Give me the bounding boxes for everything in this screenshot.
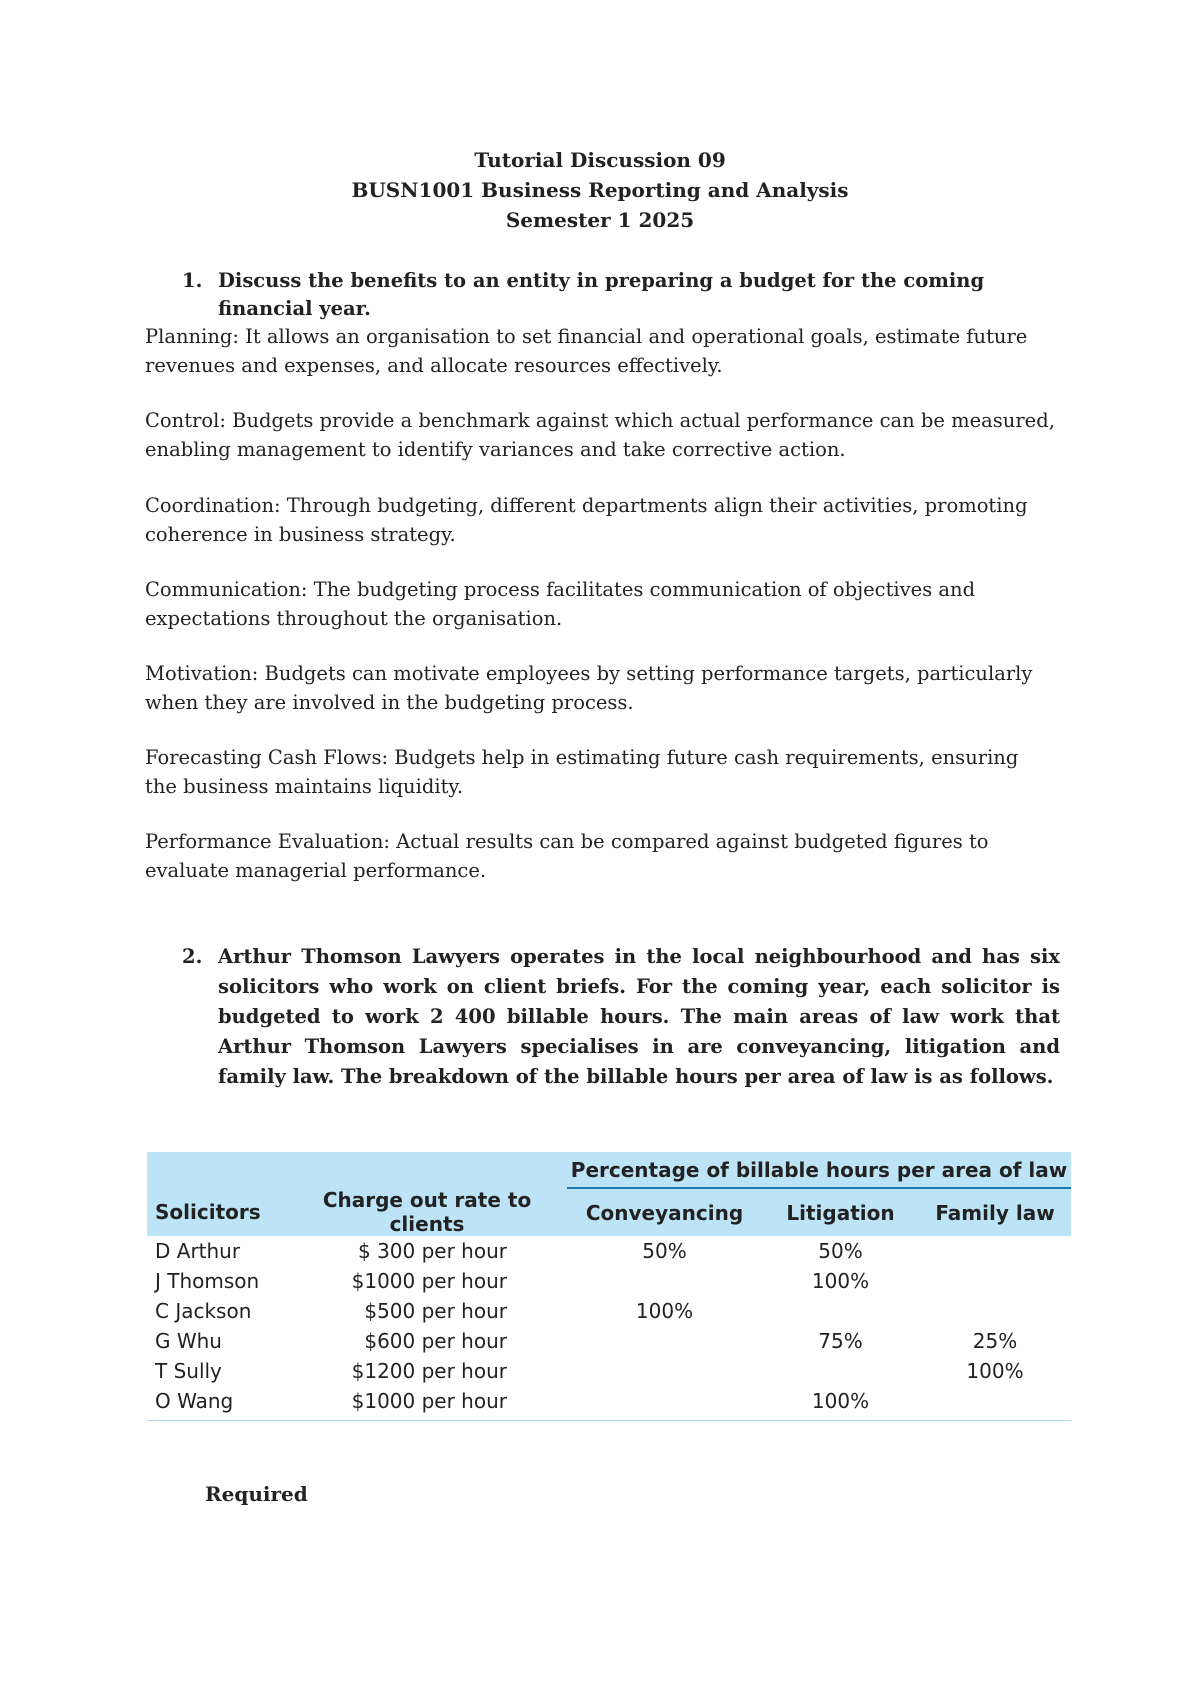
course-title: BUSN1001 Business Reporting and Analysis [351, 178, 849, 202]
required-label: Required [205, 1482, 308, 1506]
question-1-number: 1. [182, 269, 203, 292]
column-header-solicitors: Solicitors [147, 1188, 287, 1236]
table-row [147, 1356, 1071, 1386]
table-group-header-row [147, 1152, 1071, 1188]
cell-litigation [762, 1356, 919, 1386]
question-1-text: Discuss the benefits to an entity in preparing a budget for the coming financial year. [218, 269, 985, 320]
cell-conveyancing [567, 1266, 762, 1296]
tutorial-title: Tutorial Discussion 09 [474, 148, 726, 172]
cell-family-law: 25% [972, 1329, 1018, 1353]
cell-litigation: 50% [818, 1239, 863, 1263]
group-header-blank-solicitors [147, 1152, 287, 1188]
cell-conveyancing [567, 1386, 762, 1421]
column-header-conveyancing: Conveyancing [567, 1188, 762, 1236]
document-header [0, 145, 1200, 235]
cell-solicitor: O Wang [147, 1386, 287, 1421]
cell-rate: $1000 per hour [351, 1269, 507, 1293]
cell-rate: $500 per hour [364, 1299, 507, 1323]
cell-litigation: 100% [762, 1386, 919, 1421]
answer-forecasting-cash-flows: Forecasting Cash Flows: Budgets help in estimating future cash requirements, ensuring the business maintains liquidity. [145, 746, 1019, 798]
cell-litigation: 75% [818, 1329, 863, 1353]
group-header-blank-rate [287, 1152, 567, 1188]
column-header-family-law: Family law [919, 1188, 1071, 1236]
cell-rate: $1200 per hour [351, 1359, 507, 1383]
group-header-percentage: Percentage of billable hours per area of law [567, 1152, 1071, 1188]
cell-litigation [762, 1296, 919, 1326]
billable-hours-table [147, 1152, 1071, 1421]
cell-conveyancing: 50% [642, 1239, 687, 1263]
cell-family-law: 100% [966, 1359, 1024, 1383]
billable-hours-table-wrapper [147, 1152, 1071, 1421]
semester-label: Semester 1 2025 [505, 208, 695, 232]
cell-conveyancing [567, 1356, 762, 1386]
cell-solicitor: D Arthur [155, 1239, 241, 1263]
answer-planning: Planning: It allows an organisation to set financial and operational goals, estimate future revenues and expenses, and allocate resources effectively. [145, 325, 1028, 377]
table-row [147, 1386, 1071, 1421]
cell-rate: $600 per hour [364, 1329, 507, 1353]
cell-rate: $1000 per hour [287, 1386, 567, 1421]
cell-litigation: 100% [811, 1269, 870, 1293]
table-header-row [147, 1188, 1071, 1236]
question-2-text: Arthur Thomson Lawyers operates in the local neighbourhood and has six solicitors who work on client briefs. For the coming year, each solicitor is budgeted to work 2 400 billable hours. The main areas of law work that Arthur Thomson Lawyers specialises in are conveyancing, litigation and family law. The breakdown of the billable hours per area of law is as follows. [218, 945, 1060, 1088]
cell-family-law [919, 1296, 1071, 1326]
cell-solicitor: T Sully [155, 1359, 222, 1383]
cell-solicitor: J Thomson [155, 1269, 260, 1293]
question-2-heading [182, 942, 1060, 1092]
table-row [147, 1326, 1071, 1356]
cell-rate: $ 300 per hour [357, 1239, 507, 1263]
table-row [147, 1266, 1071, 1296]
table-row [147, 1296, 1071, 1326]
answer-communication: Communication: The budgeting process facilitates communication of objectives and expectations throughout the organisation. [145, 578, 976, 630]
answer-motivation: Motivation: Budgets can motivate employees by setting performance targets, particularly when they are involved in the budgeting process. [145, 662, 1033, 714]
cell-solicitor: C Jackson [155, 1299, 252, 1323]
question-1-heading [182, 267, 1042, 323]
cell-family-law [919, 1386, 1071, 1421]
cell-family-law [919, 1236, 1071, 1266]
cell-conveyancing [567, 1326, 762, 1356]
answer-control: Control: Budgets provide a benchmark against which actual performance can be measured, enabling management to identify variances and take corrective action. [145, 409, 1055, 461]
cell-family-law [919, 1266, 1071, 1296]
answer-coordination: Coordination: Through budgeting, different departments align their activities, promoting coherence in business strategy. [145, 494, 1028, 546]
table-row [147, 1236, 1071, 1266]
question-2-number: 2. [182, 945, 203, 968]
column-header-litigation: Litigation [762, 1188, 919, 1236]
cell-conveyancing: 100% [635, 1299, 694, 1323]
cell-solicitor: G Whu [155, 1329, 222, 1353]
column-header-charge-out-rate: Charge out rate to clients [287, 1188, 567, 1236]
answer-performance-evaluation: Performance Evaluation: Actual results can be compared against budgeted figures to evaluate managerial performance. [145, 830, 989, 882]
